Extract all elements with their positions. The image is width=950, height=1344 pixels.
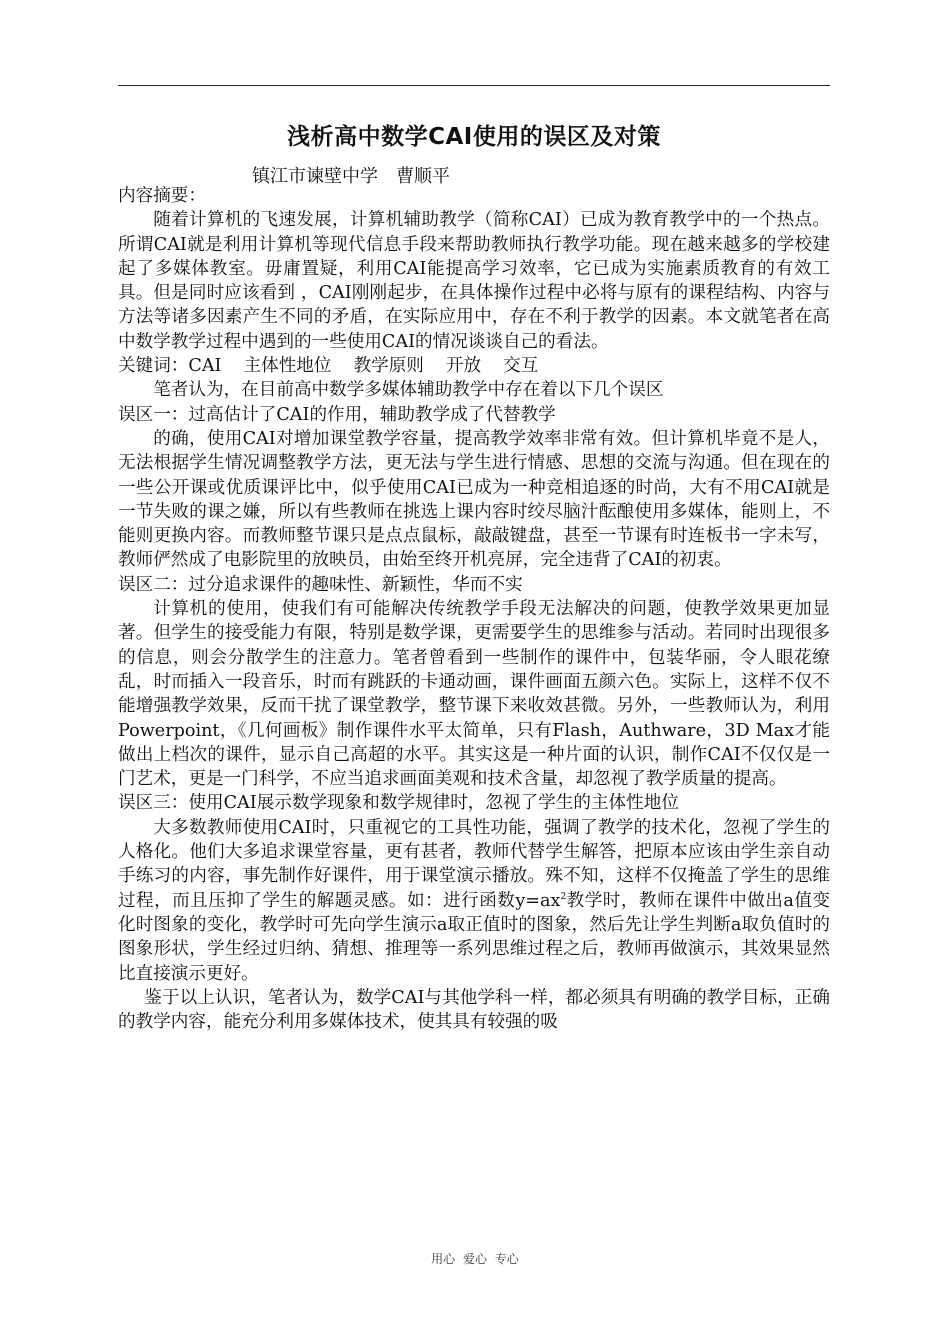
keywords-label: 关键词： [118,356,189,377]
header-rule [118,85,830,86]
abstract-label: 内容摘要： [118,186,206,206]
page-title: 浅析高中数学CAI使用的误区及对策 [287,124,661,150]
section3-text-b: 教学时，教师在课件中做出a值变化时图象的变化，教学时可先向学生演示a取正值时的图象，然后先让学生判断a取负值时的图象形状，学生经过归纳、猜想、推理等一系列思维过程之后，教师再做演示，其效果显然比直接演示更好。 [118,890,830,984]
keyword: 主体性地位 [243,356,332,377]
abstract-paragraph: 随着计算机的飞速发展，计算机辅助教学（简称CAI）已成为教育教学中的一个热点。所谓CAI就是利用计算机等现代信息手段来帮助教师执行教学功能。现在越来越多的学校建起了多媒体教室。毋庸置疑，利用CAI能提高学习效率，它已成为实施素质教育的有效工具。但是同时应该看到 ，CAI刚刚起步，在具体操作过程中必将与原有的课程结构、内容与方法等诸多因素产生不同的矛盾，在实际应用中，存在不利于教学的因素。本文就笔者在高中数学教学过程中遇到的一些使用CAI的情况谈谈自己的看法。 [118,210,830,352]
keywords-line [118,354,830,378]
section3-paragraph [118,816,830,986]
section2-heading: 误区二：过分追求课件的趣味性、新颖性，华而不实 [118,574,523,595]
section3-text-a: 大多数教师使用CAI时，只重视它的工具性功能，强调了教学的技术化，忽视了学生的人格化。他们大多追求课堂容量，更有甚者，教师代替学生解答，把原本应该由学生亲自动手练习的内容，事先制作好课件，用于课堂演示播放。殊不知，这样不仅掩盖了学生的思维过程，而且压抑了学生的解题灵感。如：进行函数 [118,817,830,911]
intro-paragraph: 笔者认为，在目前高中数学多媒体辅助教学中存在着以下几个误区 [153,380,664,401]
section1-paragraph: 的确，使用CAI对增加课堂教学容量，提高教学效率非常有效。但计算机毕竟不是人，无法根据学生情况调整教学方法，更无法与学生进行情感、思想的交流与沟通。但在现在的一些公开课或优质课评比中，似乎使用CAI已成为一种竞相追逐的时尚，大有不用CAI就是一节失败的课之嫌，所以有些教师在挑选上课内容时绞尽脑汁酝酿使用多媒体，能则上，不能则更换内容。而教师整节课只是点点鼠标，敲敲键盘，甚至一节课有时连板书一字未写，教师俨然成了电影院里的放映员，由始至终开机亮屏，完全违背了CAI的初衷。 [118,428,830,571]
article-body [118,184,830,1034]
keyword: 教学原则 [353,356,424,377]
section3-heading: 误区三：使用CAI展示数学现象和数学规律时，忽视了学生的主体性地位 [118,793,679,814]
section2-paragraph: 计算机的使用，使我们有可能解决传统教学手段无法解决的问题，使教学效果更加显著。但学生的接受能力有限，特别是数学课，更需要学生的思维参与活动。若同时出现很多的信息，则会分散学生的注意力。笔者曾看到一些制作的课件中，包装华丽，令人眼花缭乱，时而插入一段音乐，时而有跳跃的卡通动画，课件画面五颜六色。实际上，这样不仅不能增强教学效果，反而干扰了课堂教学，整节课下来收效甚微。另外，一些教师认为，利用Powerpoint，《几何画板》制作课件水平太简单，只有Flash，Authware，3D Max才能做出上档次的课件，显示自己高超的水平。其实这是一种片面的认识，制作CAI不仅仅是一门艺术，更是一门科学，不应当追求画面美观和技术含量，却忽视了教学质量的提高。 [118,599,830,790]
page-footer: 用心 爱心 专心 [431,1252,519,1266]
conclusion-paragraph: 鉴于以上认识，笔者认为，数学CAI与其他学科一样，都必须具有明确的教学目标，正确的教学内容，能充分利用多媒体技术，使其具有较强的吸 [118,987,830,1033]
keyword: 交互 [503,356,539,377]
keyword: 开放 [445,356,482,377]
keyword: CAI [188,356,222,377]
section1-heading: 误区一：过高估计了CAI的作用，辅助教学成了代替教学 [118,404,556,425]
formula-exponent: 2 [560,891,567,902]
formula-base: y=ax [515,890,561,911]
author-line: 镇江市谏壁中学 曹顺平 [252,166,450,187]
